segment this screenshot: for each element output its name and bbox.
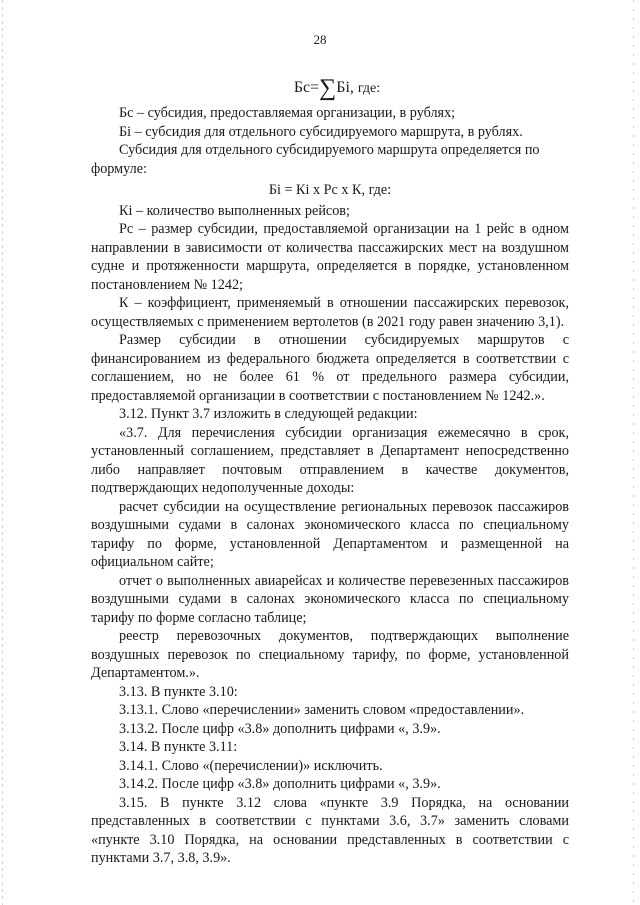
paragraph-calculation: расчет субсидии на осуществление региональных перевозок пассажиров воздушными судами в салонах экономического класса по специальному тарифу по форме, установленной Департаментом и размещенной на официальном сайте; <box>91 498 569 570</box>
subsidy-sum-formula <box>91 76 569 101</box>
paragraph-3-14-1: 3.14.1. Слово «(перечислении)» исключить. <box>119 757 383 774</box>
paragraph-report: отчет о выполненных авиарейсах и количестве перевезенных пассажиров воздушными судами в салонах экономического класса по специальному тарифу по форме согласно таблице; <box>91 572 569 626</box>
paragraph-3-13-1: 3.13.1. Слово «перечислении» заменить словом «предоставлении». <box>119 702 525 718</box>
paragraph-registry: реестр перевозочных документов, подтверждающих выполнение воздушных перевозок по специальному тарифу, по форме, установленной Департаментом.». <box>91 628 569 681</box>
document-body <box>91 76 569 868</box>
scan-edge-right <box>633 0 634 905</box>
paragraph-rs-definition: Рс – размер субсидии, предоставляемой организации на 1 рейс в одном направлении в зависимости от количества пассажирских мест на воздушном судне и протяженности маршрута, определяется в порядке, установленном постановлением № 1242; <box>91 221 569 293</box>
paragraph-3-12: 3.12. Пункт 3.7 изложить в следующей редакции: <box>119 406 418 422</box>
paragraph-bi-definition: Бi – субсидия для отдельного субсидируемого маршрута, в рублях. <box>119 123 523 140</box>
paragraph-k-definition: К – коэффициент, применяемый в отношении пассажирских перевозок, осуществляемых с применением вертолетов (в 2021 году равен значению 3,1). <box>91 295 569 330</box>
formula-suffix: где: <box>357 81 381 96</box>
paragraph-3-7-text: «3.7. Для перечисления субсидии организация ежемесячно в срок, установленный соглашением, представляет в Департамент непосредственно либо направляет почтовым отправлением в качестве документов, подтверждающих недополученные доходы: <box>91 424 569 496</box>
scan-edge-left <box>2 0 3 905</box>
paragraph-3-15: 3.15. В пункте 3.12 слова «пункте 3.9 Порядка, на основании представленных в соответствии с пунктами 3.6, 3.7» заменить словами «пункте 3.10 Порядка, на основании представленных в соответствии с пунктами 3.7, 3.8, 3.9». <box>91 794 569 866</box>
subsidy-route-formula: Бi = Кi x Рс x К, где: <box>268 182 392 198</box>
sum-symbol: ∑ <box>319 75 337 101</box>
paragraph-3-14-2: 3.14.2. После цифр «3.8» дополнить цифрами «, 3.9». <box>119 776 441 792</box>
formula-lhs: Бс= <box>293 79 320 96</box>
page-number: 28 <box>313 32 327 47</box>
paragraph-3-14: 3.14. В пункте 3.11: <box>119 739 238 755</box>
paragraph-3-13-2: 3.13.2. После цифр «3.8» дополнить цифрами «, 3.9». <box>119 720 441 737</box>
paragraph-formula-intro: Субсидия для отдельного субсидируемого маршрута определяется по <box>119 142 540 158</box>
paragraph-federal-budget: Размер субсидии в отношении субсидируемых маршрутов с финансированием из федерального бюджета определяется в соответствии с соглашением, но не более 61 % от предельного размера субсидии, предоставляемой организации в соответствии с постановлением № 1242.». <box>91 332 569 404</box>
paragraph-bs-definition: Бс – субсидия, предоставляемая организации, в рублях; <box>119 105 456 121</box>
paragraph-ki-definition: Кi – количество выполненных рейсов; <box>119 202 350 219</box>
formula-rhs: Бi, <box>336 79 354 96</box>
paragraph-formula-intro-cont: формуле: <box>91 160 147 177</box>
paragraph-3-13: 3.13. В пункте 3.10: <box>119 683 238 700</box>
